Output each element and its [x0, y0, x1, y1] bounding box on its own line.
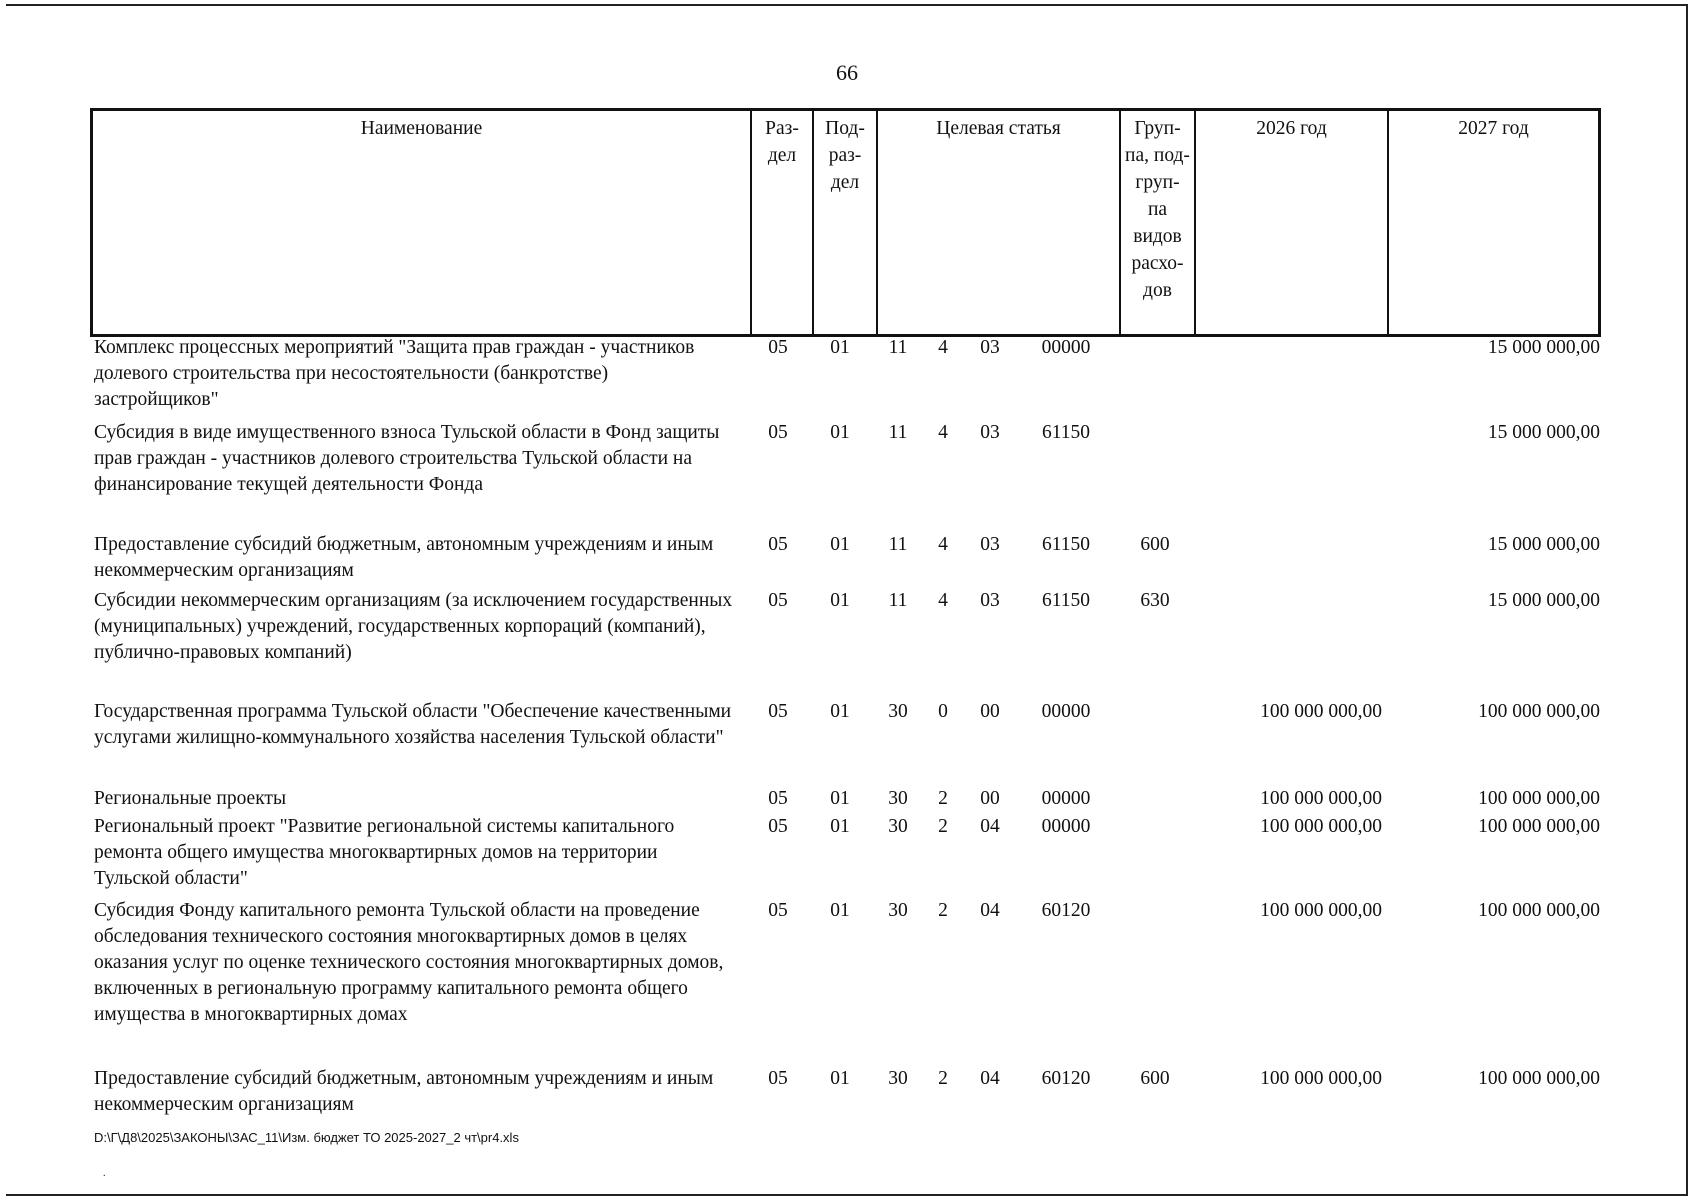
target-part-2: 2 — [938, 788, 948, 809]
row-name: Государственная программа Тульской области "Обеспечение качественными услугами жилищно-коммунального хозяйства населения Тульской области" — [94, 701, 732, 748]
podrazdel-cell: 01 — [830, 701, 850, 722]
header-name: Наименование — [360, 118, 483, 139]
header-podrazdel: Под- раз- дел — [812, 111, 876, 334]
razdel-cell: 05 — [768, 590, 788, 611]
razdel-cell: 05 — [768, 422, 788, 443]
podrazdel-cell: 01 — [830, 1068, 850, 1089]
podrazdel-cell: 01 — [830, 337, 850, 358]
amount-2027: 15 000 000,00 — [1487, 590, 1600, 611]
amount-2027: 15 000 000,00 — [1487, 422, 1600, 443]
target-part-3: 04 — [980, 816, 1000, 837]
expense-group-cell: 630 — [1140, 590, 1170, 611]
podrazdel-cell: 01 — [830, 590, 850, 611]
target-part-2: 4 — [938, 422, 948, 443]
amount-2026: 100 000 000,00 — [1260, 816, 1382, 837]
razdel-cell: 05 — [768, 337, 788, 358]
target-part-4: 60120 — [1041, 1068, 1091, 1089]
target-part-1: 11 — [888, 337, 908, 358]
podrazdel-cell: 01 — [830, 900, 850, 921]
podrazdel-cell: 01 — [830, 422, 850, 443]
razdel-cell: 05 — [768, 534, 788, 555]
amount-2027: 15 000 000,00 — [1487, 534, 1600, 555]
target-part-2: 4 — [938, 337, 948, 358]
header-2026: 2026 год — [1194, 111, 1387, 334]
target-part-2: 2 — [938, 816, 948, 837]
target-part-4: 00000 — [1041, 788, 1091, 809]
target-part-4: 60120 — [1041, 900, 1091, 921]
expense-group-cell: 600 — [1140, 534, 1170, 555]
target-part-3: 04 — [980, 1068, 1000, 1089]
target-part-3: 03 — [980, 337, 1000, 358]
target-part-1: 11 — [888, 590, 908, 611]
row-name: Субсидия в виде имущественного взноса Тульской области в Фонд защиты прав граждан - участников долевого строительства Тульской области на финансирование текущей деятельности Фонда — [94, 422, 720, 495]
target-part-4: 00000 — [1041, 816, 1091, 837]
amount-2027: 15 000 000,00 — [1487, 337, 1600, 358]
target-part-4: 61150 — [1041, 422, 1091, 443]
target-part-3: 00 — [980, 788, 1000, 809]
target-part-2: 4 — [938, 534, 948, 555]
header-target-article: Целевая статья — [876, 111, 1119, 334]
row-name: Субсидия Фонду капитального ремонта Тульской области на проведение обследования технического состояния многоквартирных домов в целях оказания услуг по оценке технического состояния многоквартирных домов, включенных в региональную программу капитального ремонта общего имущества в многоквартирных домах — [94, 900, 724, 1025]
razdel-cell: 05 — [768, 788, 788, 809]
row-name: Предоставление субсидий бюджетным, автономным учреждениям и иным некоммерческим организациям — [94, 1068, 714, 1115]
amount-2027: 100 000 000,00 — [1478, 1068, 1600, 1089]
podrazdel-cell: 01 — [830, 816, 850, 837]
amount-2027: 100 000 000,00 — [1478, 816, 1600, 837]
footer-mark: . — [103, 1168, 106, 1179]
target-part-1: 30 — [888, 701, 908, 722]
row-name: Комплекс процессных мероприятий "Защита прав граждан - участников долевого строительства при несостоятельности (банкротстве) застройщиков" — [94, 337, 695, 410]
target-part-3: 00 — [980, 701, 1000, 722]
target-part-4: 00000 — [1041, 337, 1091, 358]
header-expense-group: Груп- па, под- груп- па видов расхо- дов — [1119, 111, 1194, 334]
page-number: 66 — [836, 60, 858, 85]
expense-group-cell: 600 — [1140, 1068, 1170, 1089]
target-part-2: 4 — [938, 590, 948, 611]
amount-2027: 100 000 000,00 — [1478, 900, 1600, 921]
amount-2026: 100 000 000,00 — [1260, 788, 1382, 809]
amount-2026: 100 000 000,00 — [1260, 701, 1382, 722]
target-part-3: 04 — [980, 900, 1000, 921]
target-part-2: 2 — [938, 900, 948, 921]
razdel-cell: 05 — [768, 701, 788, 722]
razdel-cell: 05 — [768, 1068, 788, 1089]
row-name: Региональные проекты — [94, 788, 287, 809]
target-part-4: 00000 — [1041, 701, 1091, 722]
target-part-4: 61150 — [1041, 590, 1091, 611]
amount-2027: 100 000 000,00 — [1478, 788, 1600, 809]
target-part-1: 11 — [888, 422, 908, 443]
row-name: Субсидии некоммерческим организациям (за исключением государственных (муниципальных) учреждений, государственных корпораций (компаний), публично-правовых компаний) — [94, 590, 733, 663]
file-path-footer: D:\Г\Д8\2025\ЗАКОНЫ\ЗАС_11\Изм. бюджет ТО 2025-2027_2 чт\pr4.xls — [94, 1130, 519, 1145]
table-header — [90, 108, 1601, 337]
target-part-1: 30 — [888, 788, 908, 809]
razdel-cell: 05 — [768, 900, 788, 921]
amount-2026: 100 000 000,00 — [1260, 1068, 1382, 1089]
target-part-4: 61150 — [1041, 534, 1091, 555]
target-part-3: 03 — [980, 422, 1000, 443]
amount-2027: 100 000 000,00 — [1478, 701, 1600, 722]
target-part-1: 30 — [888, 816, 908, 837]
target-part-1: 30 — [888, 900, 908, 921]
row-name: Предоставление субсидий бюджетным, автономным учреждениям и иным некоммерческим организациям — [94, 534, 714, 581]
target-part-2: 2 — [938, 1068, 948, 1089]
target-part-3: 03 — [980, 590, 1000, 611]
podrazdel-cell: 01 — [830, 534, 850, 555]
target-part-3: 03 — [980, 534, 1000, 555]
target-part-2: 0 — [938, 701, 948, 722]
target-part-1: 30 — [888, 1068, 908, 1089]
amount-2026: 100 000 000,00 — [1260, 900, 1382, 921]
header-2027: 2027 год — [1387, 111, 1598, 334]
row-name: Региональный проект "Развитие региональной системы капитального ремонта общего имущества многоквартирных домов на территории Тульской области" — [94, 816, 675, 889]
podrazdel-cell: 01 — [830, 788, 850, 809]
razdel-cell: 05 — [768, 816, 788, 837]
header-razdel: Раз- дел — [750, 111, 812, 334]
target-part-1: 11 — [888, 534, 908, 555]
